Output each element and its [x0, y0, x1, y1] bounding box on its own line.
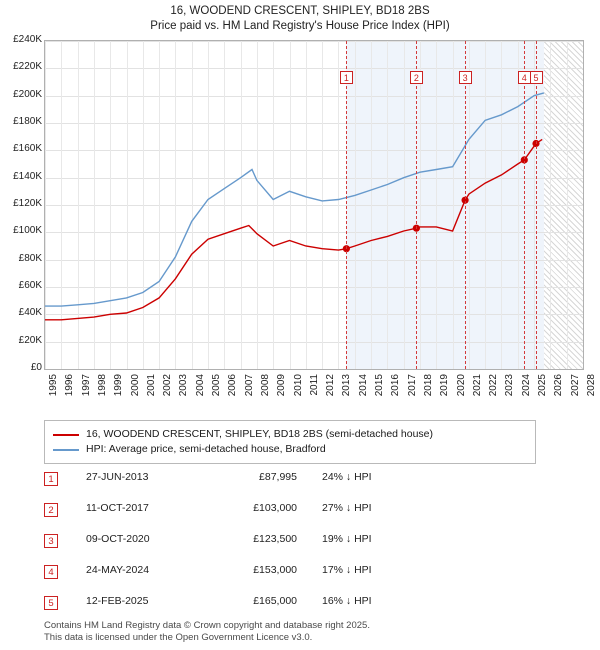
x-axis-tick-label: 2022	[488, 374, 500, 397]
legend-label-hpi: HPI: Average price, semi-detached house, Bradford	[86, 443, 326, 455]
sale-hpi-delta: 19% ↓ HPI	[322, 533, 372, 545]
x-axis-tick-label: 2002	[162, 374, 174, 397]
sale-marker-badge: 3	[459, 71, 472, 84]
legend-swatch-hpi	[53, 449, 79, 451]
sale-price: £103,000	[253, 502, 297, 514]
x-axis-tick-label: 2019	[439, 374, 451, 397]
sales-table	[44, 468, 564, 623]
table-row	[44, 561, 564, 592]
x-axis-tick-label: 1997	[80, 374, 92, 397]
sale-hpi-delta: 27% ↓ HPI	[322, 502, 372, 514]
table-row	[44, 592, 564, 623]
title-line-2: Price paid vs. HM Land Registry's House Price Index (HPI)	[150, 20, 450, 32]
sale-hpi-delta: 17% ↓ HPI	[322, 564, 372, 576]
x-axis-tick-label: 2015	[374, 374, 386, 397]
x-axis-tick-label: 2025	[537, 374, 549, 397]
y-axis-tick-label: £120K	[13, 198, 42, 209]
x-axis-tick-label: 2016	[390, 374, 402, 397]
y-axis-tick-label: £60K	[18, 280, 42, 291]
y-axis-tick-label: £160K	[13, 143, 42, 155]
x-axis-tick-label: 2021	[471, 374, 483, 397]
page-title	[0, 4, 600, 34]
y-axis-tick-label: £240K	[13, 34, 42, 45]
sale-marker-badge: 2	[410, 71, 423, 84]
y-axis-tick-label: £20K	[18, 334, 42, 346]
sale-event-line	[536, 41, 537, 369]
x-axis-tick-label: 2020	[455, 374, 467, 397]
sale-event-line	[416, 41, 417, 369]
y-axis-tick-label: £200K	[13, 88, 42, 100]
x-axis-tick-label: 2004	[194, 374, 206, 397]
x-axis-tick-label: 2011	[308, 374, 320, 396]
sale-price: £123,500	[253, 533, 297, 545]
series-line	[45, 93, 544, 306]
sale-date: 09-OCT-2020	[86, 533, 150, 545]
x-axis-tick-label: 1998	[96, 374, 108, 397]
footer-line-1: Contains HM Land Registry data © Crown copyright and database right 2025.	[44, 620, 370, 631]
sale-hpi-delta: 16% ↓ HPI	[322, 595, 372, 607]
x-axis-tick-label: 2023	[504, 374, 516, 397]
x-axis-tick-label: 2006	[227, 374, 239, 397]
x-axis-tick-label: 1996	[64, 374, 76, 397]
y-axis-tick-label: £80K	[18, 252, 42, 264]
x-axis-tick-label: 2009	[276, 374, 288, 397]
sale-index-badge: 2	[44, 503, 58, 517]
x-axis-tick-label: 2014	[357, 374, 369, 397]
x-axis-tick-label: 2026	[553, 374, 565, 397]
sale-marker-badge: 1	[340, 71, 353, 84]
x-axis-tick-label: 2000	[129, 374, 141, 397]
legend-label-property: 16, WOODEND CRESCENT, SHIPLEY, BD18 2BS (semi-detached house)	[86, 428, 434, 440]
gridline-vertical	[583, 41, 584, 369]
x-axis-tick-label: 2003	[178, 374, 190, 397]
sale-marker-badge: 4	[518, 71, 531, 84]
sale-price: £153,000	[253, 564, 297, 576]
y-axis-tick-label: £180K	[13, 116, 42, 127]
x-axis-tick-label: 2027	[569, 374, 581, 397]
price-chart-plot-area	[44, 40, 584, 370]
x-axis-tick-label: 2005	[211, 374, 223, 397]
sale-event-line	[465, 41, 466, 369]
footer-attribution	[44, 620, 584, 644]
sale-date: 24-MAY-2024	[86, 564, 150, 576]
sale-index-badge: 4	[44, 565, 58, 579]
series-layer	[45, 41, 583, 369]
x-axis-tick-label: 2028	[586, 374, 597, 397]
series-line	[45, 139, 542, 319]
x-axis-tick-label: 2010	[292, 374, 304, 397]
table-row	[44, 499, 564, 530]
x-axis-tick-label: 2001	[145, 374, 157, 397]
sale-event-line	[346, 41, 347, 369]
x-axis-tick-label: 2018	[422, 374, 434, 397]
y-axis-tick-label: £100K	[13, 225, 42, 237]
table-row	[44, 468, 564, 499]
sale-event-line	[524, 41, 525, 369]
gridline-horizontal	[45, 369, 583, 370]
sale-hpi-delta: 24% ↓ HPI	[322, 471, 372, 483]
x-axis-tick-label: 2008	[259, 374, 271, 397]
legend-item-property	[53, 427, 527, 442]
x-axis-tick-label: 2017	[406, 374, 418, 397]
x-axis-tick-label: 2024	[520, 374, 532, 397]
x-axis-tick-label: 2007	[243, 374, 255, 397]
sale-date: 27-JUN-2013	[86, 471, 149, 483]
sale-date: 11-OCT-2017	[86, 502, 149, 514]
sale-price: £165,000	[253, 595, 297, 607]
y-axis-tick-label: £0	[30, 362, 42, 373]
x-axis-tick-label: 2012	[325, 374, 337, 397]
sale-marker-badge: 5	[530, 71, 543, 84]
y-axis-tick-label: £220K	[13, 61, 42, 73]
footer-line-2: This data is licensed under the Open Government Licence v3.0.	[44, 632, 313, 643]
chart-legend	[44, 420, 536, 464]
legend-item-hpi	[53, 442, 527, 457]
sale-date: 12-FEB-2025	[86, 595, 149, 607]
legend-swatch-property	[53, 434, 79, 436]
title-line-1: 16, WOODEND CRESCENT, SHIPLEY, BD18 2BS	[170, 5, 430, 17]
y-axis-tick-label: £40K	[18, 307, 42, 319]
y-axis-tick-label: £140K	[13, 170, 42, 182]
table-row	[44, 530, 564, 561]
sale-price: £87,995	[259, 471, 297, 483]
sale-index-badge: 5	[44, 596, 58, 610]
x-axis-tick-label: 2013	[341, 374, 353, 397]
sale-index-badge: 3	[44, 534, 58, 548]
x-axis-tick-label: 1999	[113, 374, 125, 397]
x-axis-tick-label: 1995	[48, 374, 59, 397]
sale-index-badge: 1	[44, 472, 58, 486]
